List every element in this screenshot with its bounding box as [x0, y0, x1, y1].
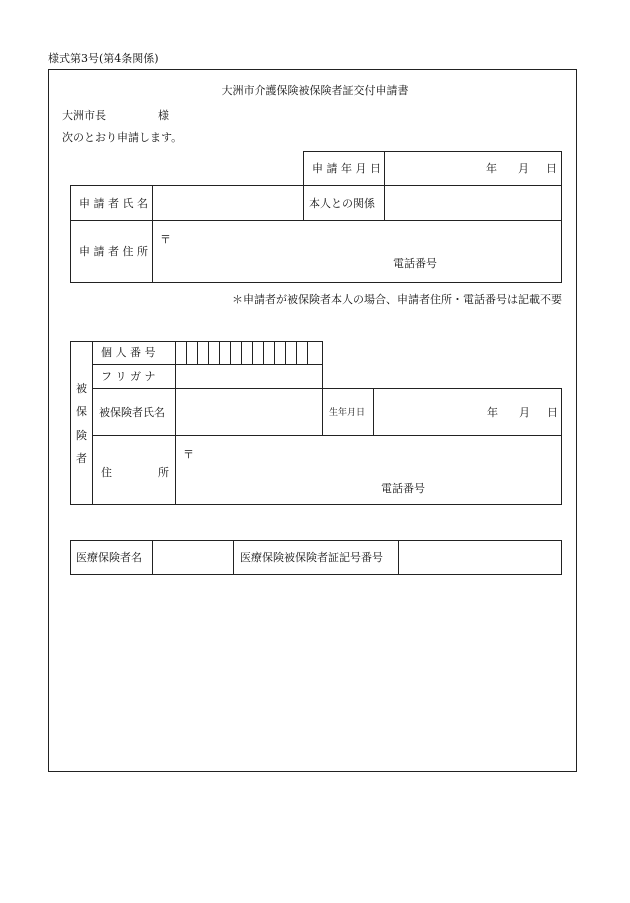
insured-name-field[interactable] [175, 388, 323, 436]
insured-address-label-cell [92, 435, 176, 505]
relation-field[interactable] [384, 185, 562, 221]
insured-phone-label: 電話番号 [381, 482, 425, 495]
insured-name-label-cell [92, 388, 176, 436]
medical-insurer-field[interactable] [152, 540, 234, 575]
birth-year-label: 年 [487, 406, 498, 419]
application-day-label: 日 [546, 162, 557, 175]
insured-side-label-cell [70, 341, 93, 505]
medical-insurer-label: 医療保険者名 [76, 551, 142, 564]
individual-number-label-cell [92, 341, 176, 365]
individual-number-digit-13[interactable] [307, 341, 323, 365]
applicant-note: ＊申請者が被保険者本人の場合、申請者住所・電話番号は記載不要 [232, 293, 562, 306]
birth-date-field[interactable] [373, 388, 562, 436]
insured-name-label: 被保険者氏名 [99, 406, 165, 419]
applicant-name-label-cell [70, 185, 153, 221]
insured-postal-mark: 〒 [183, 448, 194, 461]
furigana-field[interactable] [175, 364, 323, 389]
birth-label-cell [322, 388, 374, 436]
relation-label: 本人との関係 [309, 197, 375, 210]
applicant-address-label: 申 請 者 住 所 [79, 245, 148, 258]
birth-day-label: 日 [547, 406, 558, 419]
intro-text: 次のとおり申請します。 [62, 131, 183, 144]
applicant-address-field[interactable] [152, 220, 562, 283]
application-date-label-cell [303, 151, 385, 186]
application-date-field[interactable] [384, 151, 562, 186]
birth-month-label: 月 [519, 406, 530, 419]
applicant-phone-label: 電話番号 [393, 257, 437, 270]
form-title: 大洲市介護保険被保険者証交付申請書 [221, 84, 409, 97]
relation-label-cell [303, 185, 385, 221]
insured-address-field[interactable] [175, 435, 562, 505]
applicant-address-label-cell [70, 220, 153, 283]
application-month-label: 月 [518, 162, 529, 175]
insured-side-char-1: 被 [76, 382, 87, 395]
application-date-label: 申 請 年 月 日 [312, 162, 381, 175]
birth-label: 生年月日 [329, 408, 366, 418]
applicant-name-field[interactable] [152, 185, 304, 221]
applicant-postal-mark: 〒 [160, 233, 171, 246]
form-number: 様式第3号(第4条関係) [48, 52, 159, 65]
medical-card-field[interactable] [398, 540, 562, 575]
insured-side-char-2: 保 [76, 405, 87, 418]
insured-address-label-1: 住 [101, 466, 112, 479]
insured-side-char-4: 者 [76, 452, 87, 465]
addressee: 大洲市長 [62, 109, 106, 122]
medical-card-label-cell [233, 540, 399, 575]
furigana-label: フ リ ガ ナ [101, 370, 156, 383]
furigana-label-cell [92, 364, 176, 389]
application-year-label: 年 [486, 162, 497, 175]
insured-side-char-3: 険 [76, 429, 87, 442]
medical-insurer-label-cell [70, 540, 153, 575]
insured-address-label-2: 所 [158, 466, 169, 479]
applicant-name-label: 申 請 者 氏 名 [79, 197, 148, 210]
honorific: 様 [158, 109, 169, 122]
medical-card-label: 医療保険被保険者証記号番号 [240, 551, 383, 564]
individual-number-label: 個 人 番 号 [101, 346, 156, 359]
